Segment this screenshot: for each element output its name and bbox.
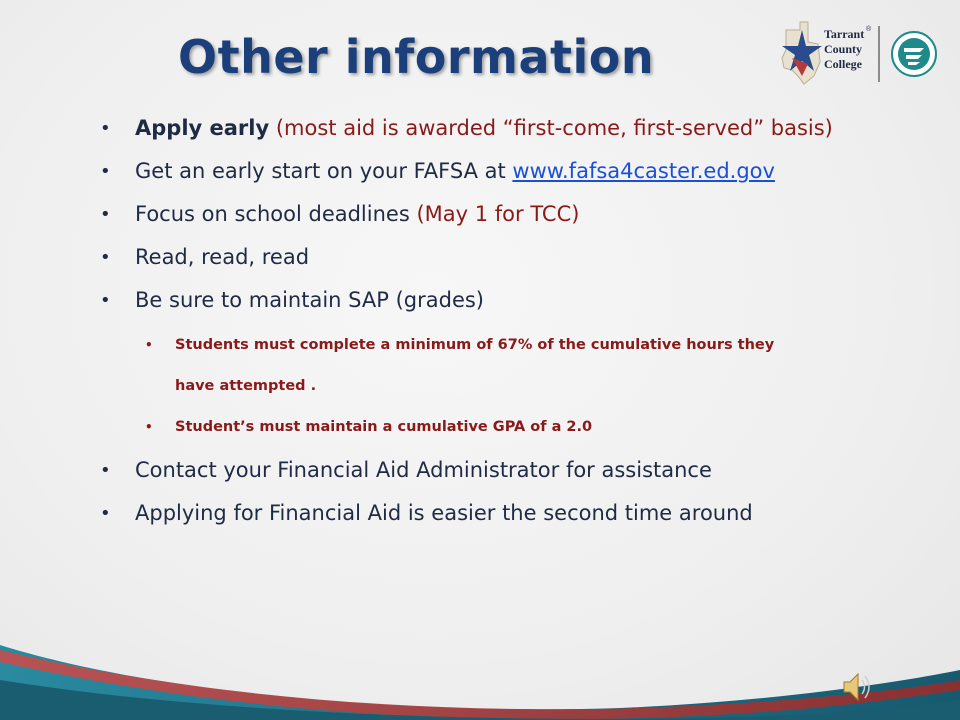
tcc-logo: [778, 18, 943, 90]
logo-text-line1: Tarrant: [824, 27, 865, 41]
bullet-text: Read, read, read: [135, 245, 310, 269]
college-seal-icon: [892, 32, 936, 76]
sub-bullet-hours: [145, 325, 815, 407]
bottom-wave-decoration: [0, 600, 960, 720]
fafsa-link[interactable]: www.fafsa4caster.ed.gov: [512, 159, 775, 183]
bullet-text: Get an early start on your FAFSA at: [135, 159, 513, 183]
bullet-fafsa: [100, 153, 920, 190]
bullet-text: Contact your Financial Aid Administrator for assistance: [135, 458, 712, 482]
bullet-red-text: (most aid is awarded “first-come, first-served” basis): [269, 116, 833, 140]
bullet-strong-text: Apply early: [135, 116, 270, 140]
bullet-list: [100, 110, 920, 538]
registered-mark: ®: [866, 26, 872, 33]
slide-title: Other information: [178, 30, 655, 84]
bullet-text: Focus on school deadlines: [135, 202, 417, 226]
bullet-contact: [100, 452, 920, 489]
logo-text-line2: County: [824, 42, 863, 56]
sub-bullet-text: Student’s must maintain a cumulative GPA of a 2.0: [175, 419, 593, 435]
bullet-sap: [100, 282, 920, 319]
logo-area: [778, 18, 943, 90]
bullet-apply-early: [100, 110, 920, 147]
bullet-text: Be sure to maintain SAP (grades): [135, 288, 485, 312]
sub-bullet-gpa: [145, 407, 815, 448]
logo-text-line3: College: [824, 57, 862, 71]
speaker-icon[interactable]: [840, 667, 874, 707]
sub-bullet-text: Students must complete a minimum of 67% of the cumulative hours they have attempted .: [175, 337, 775, 394]
bullet-second-time: [100, 495, 920, 532]
bullet-deadlines: [100, 196, 920, 233]
bullet-read: [100, 239, 920, 276]
bullet-text: Applying for Financial Aid is easier the second time around: [135, 501, 753, 525]
bullet-red-text: (May 1 for TCC): [416, 202, 580, 226]
star-icon: [782, 22, 822, 84]
